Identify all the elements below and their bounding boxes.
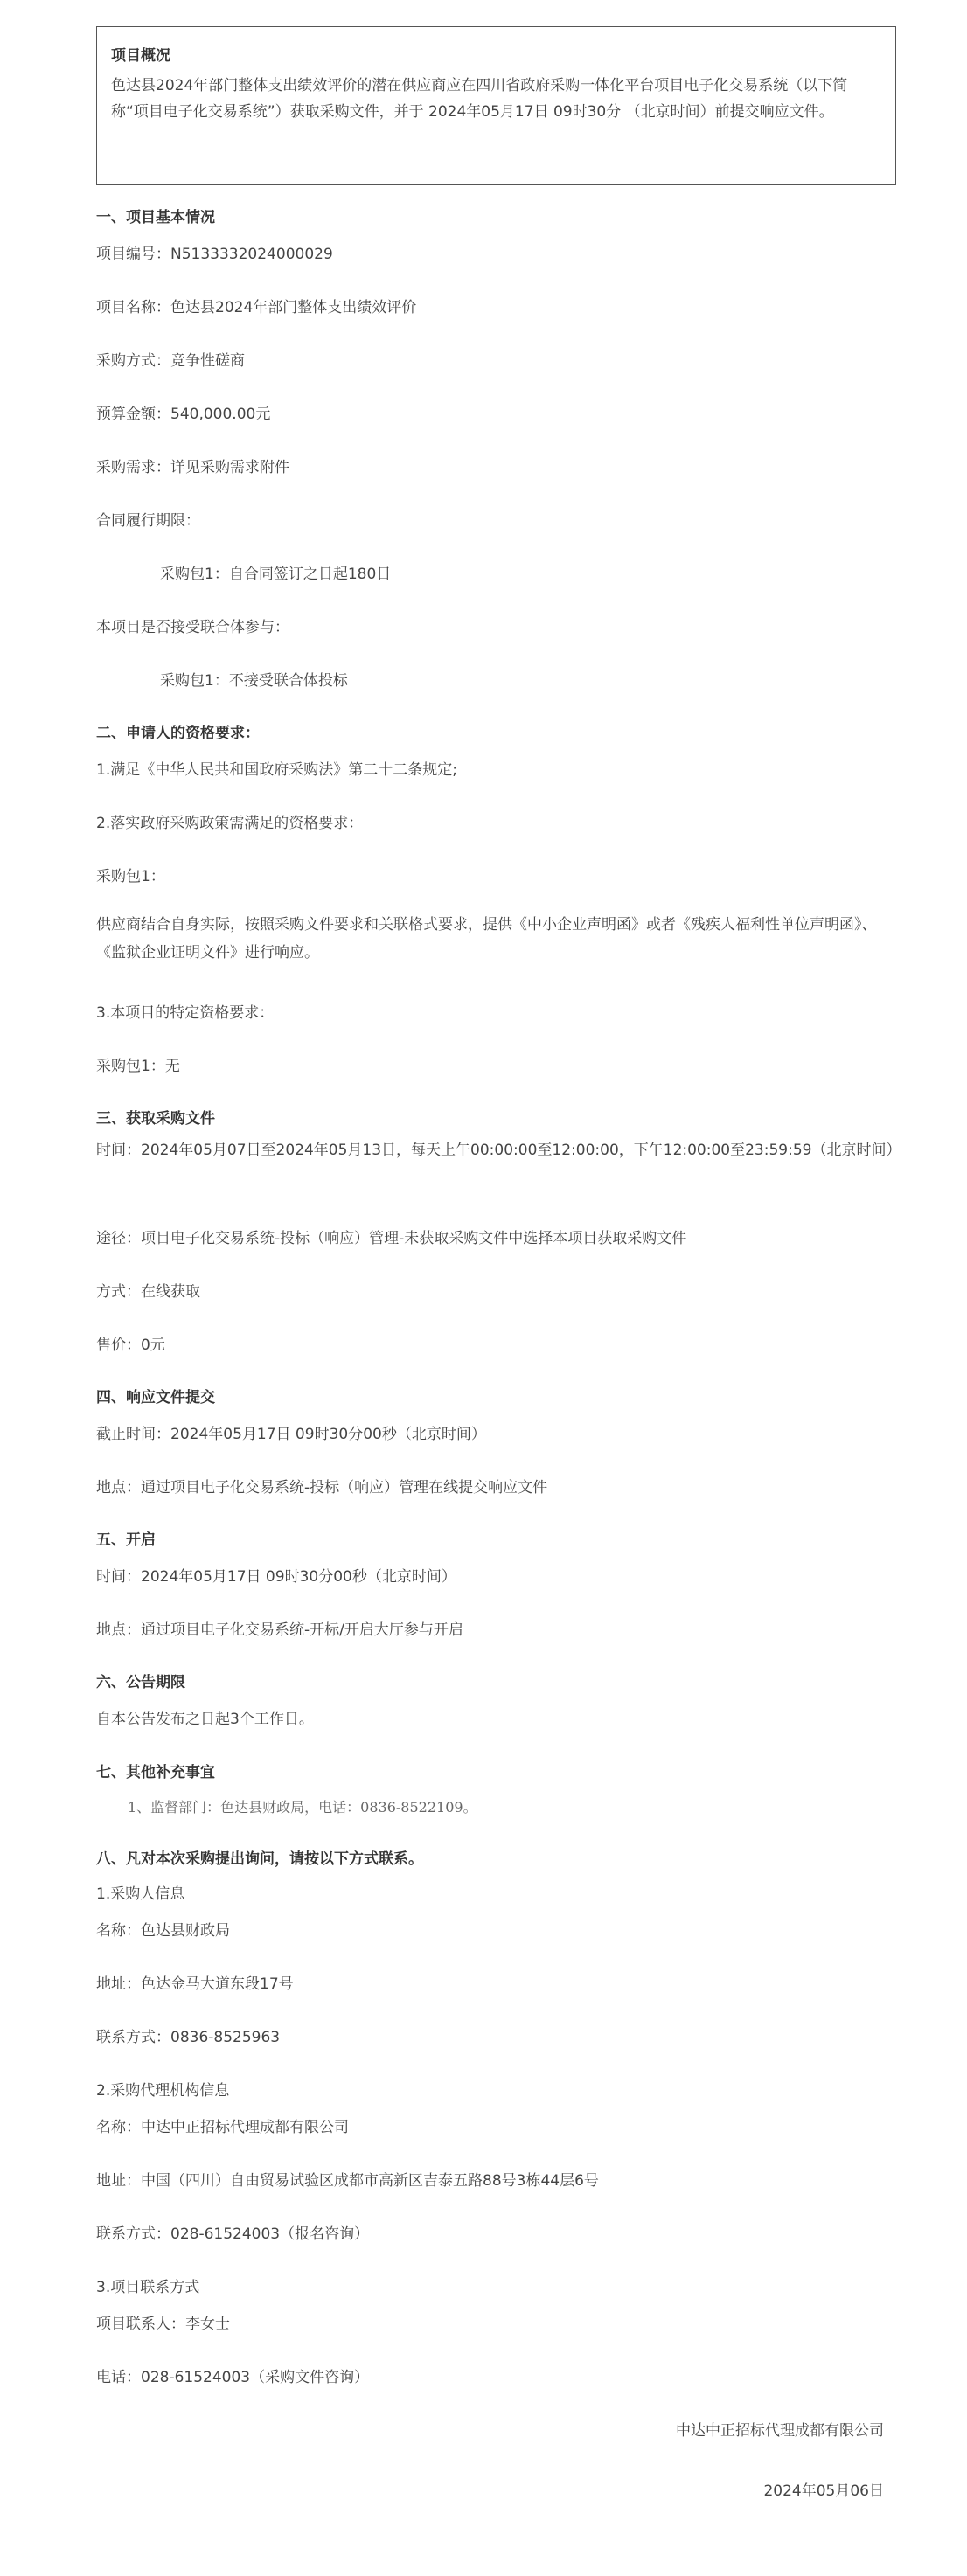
consortium-package: 采购包1：不接受联合体投标 xyxy=(160,672,348,690)
footer-date: 2024年05月06日 xyxy=(763,2482,884,2500)
contract-period-package: 采购包1：自合同签订之日起180日 xyxy=(160,566,392,583)
submission-place: 地点：通过项目电子化交易系统-投标（响应）管理在线提交响应文件 xyxy=(96,1479,548,1496)
purchaser-name: 名称：色达县财政局 xyxy=(96,1922,230,1940)
agency-contact: 联系方式：028-61524003（报名咨询） xyxy=(96,2225,370,2243)
qualification-package-1: 采购包1： xyxy=(96,868,165,885)
purchaser-address: 地址：色达金马大道东段17号 xyxy=(96,1975,294,1993)
supplementary-item-1: 1、监督部门：色达县财政局，电话：0836-8522109。 xyxy=(128,1799,477,1816)
qualification-item-3: 3.本项目的特定资格要求： xyxy=(96,1004,275,1022)
announcement-period: 自本公告发布之日起3个工作日。 xyxy=(96,1711,314,1728)
project-contact-person: 项目联系人：李女士 xyxy=(96,2316,230,2333)
project-contact-label: 3.项目联系方式 xyxy=(96,2279,200,2296)
special-requirement-package: 采购包1：无 xyxy=(96,1058,180,1075)
document-price: 售价：0元 xyxy=(96,1337,165,1354)
section-6-heading: 六、公告期限 xyxy=(96,1674,185,1691)
section-4-heading: 四、响应文件提交 xyxy=(96,1389,215,1406)
project-contact-phone: 电话：028-61524003（采购文件咨询） xyxy=(96,2369,370,2386)
contract-period-label: 合同履行期限： xyxy=(96,512,200,530)
project-name: 项目名称：色达县2024年部门整体支出绩效评价 xyxy=(96,299,417,316)
opening-time: 时间：2024年05月17日 09时30分00秒（北京时间） xyxy=(96,1568,456,1586)
acquisition-time: 时间：2024年05月07日至2024年05月13日，每天上午00:00:00至12:00:00，下午12:00:00至23:59:59（北京时间） xyxy=(96,1142,901,1159)
overview-text: 色达县2024年部门整体支出绩效评价的潜在供应商应在四川省政府采购一体化平台项目电子化交易系统（以下简称“项目电子化交易系统”）获取采购文件，并于 2024年05月17日 09时30分 （北京时间）前提交响应文件。 xyxy=(111,77,848,121)
section-7-heading: 七、其他补充事宜 xyxy=(96,1764,215,1781)
acquisition-route: 途径：项目电子化交易系统-投标（响应）管理-未获取采购文件中选择本项目获取采购文件 xyxy=(96,1230,687,1247)
section-5-heading: 五、开启 xyxy=(96,1531,156,1549)
qualification-item-1: 1.满足《中华人民共和国政府采购法》第二十二条规定; xyxy=(96,761,457,779)
purchaser-info-label: 1.采购人信息 xyxy=(96,1885,185,1903)
project-number: 项目编号：N5133332024000029 xyxy=(96,246,333,263)
procurement-demand: 采购需求：详见采购需求附件 xyxy=(96,459,289,476)
submission-deadline: 截止时间：2024年05月17日 09时30分00秒（北京时间） xyxy=(96,1426,486,1443)
section-1-heading: 一、项目基本情况 xyxy=(96,209,215,226)
agency-info-label: 2.采购代理机构信息 xyxy=(96,2082,230,2100)
policy-requirement-text: 供应商结合自身实际，按照采购文件要求和关联格式要求，提供《中小企业声明函》或者《残疾人福利性单位声明函》、《监狱企业证明文件》进行响应。 xyxy=(96,916,877,962)
section-8-heading: 八、凡对本次采购提出询问，请按以下方式联系。 xyxy=(96,1850,423,1868)
qualification-item-2: 2.落实政府采购政策需满足的资格要求： xyxy=(96,815,364,832)
opening-place: 地点：通过项目电子化交易系统-开标/开启大厅参与开启 xyxy=(96,1621,463,1639)
footer-company: 中达中正招标代理成都有限公司 xyxy=(676,2422,884,2440)
purchaser-contact: 联系方式：0836-8525963 xyxy=(96,2029,281,2046)
agency-address: 地址：中国（四川）自由贸易试验区成都市高新区吉泰五路88号3栋44层6号 xyxy=(96,2172,599,2190)
acquisition-mode: 方式：在线获取 xyxy=(96,1283,200,1301)
budget-amount: 预算金额：540,000.00元 xyxy=(96,406,271,423)
project-overview-box xyxy=(96,26,896,185)
section-2-heading: 二、申请人的资格要求： xyxy=(96,725,260,742)
agency-name: 名称：中达中正招标代理成都有限公司 xyxy=(96,2119,349,2136)
procurement-method: 采购方式：竞争性磋商 xyxy=(96,352,245,370)
section-3-heading: 三、获取采购文件 xyxy=(96,1110,215,1128)
consortium-label: 本项目是否接受联合体参与： xyxy=(96,619,289,636)
overview-title: 项目概况 xyxy=(111,47,170,65)
